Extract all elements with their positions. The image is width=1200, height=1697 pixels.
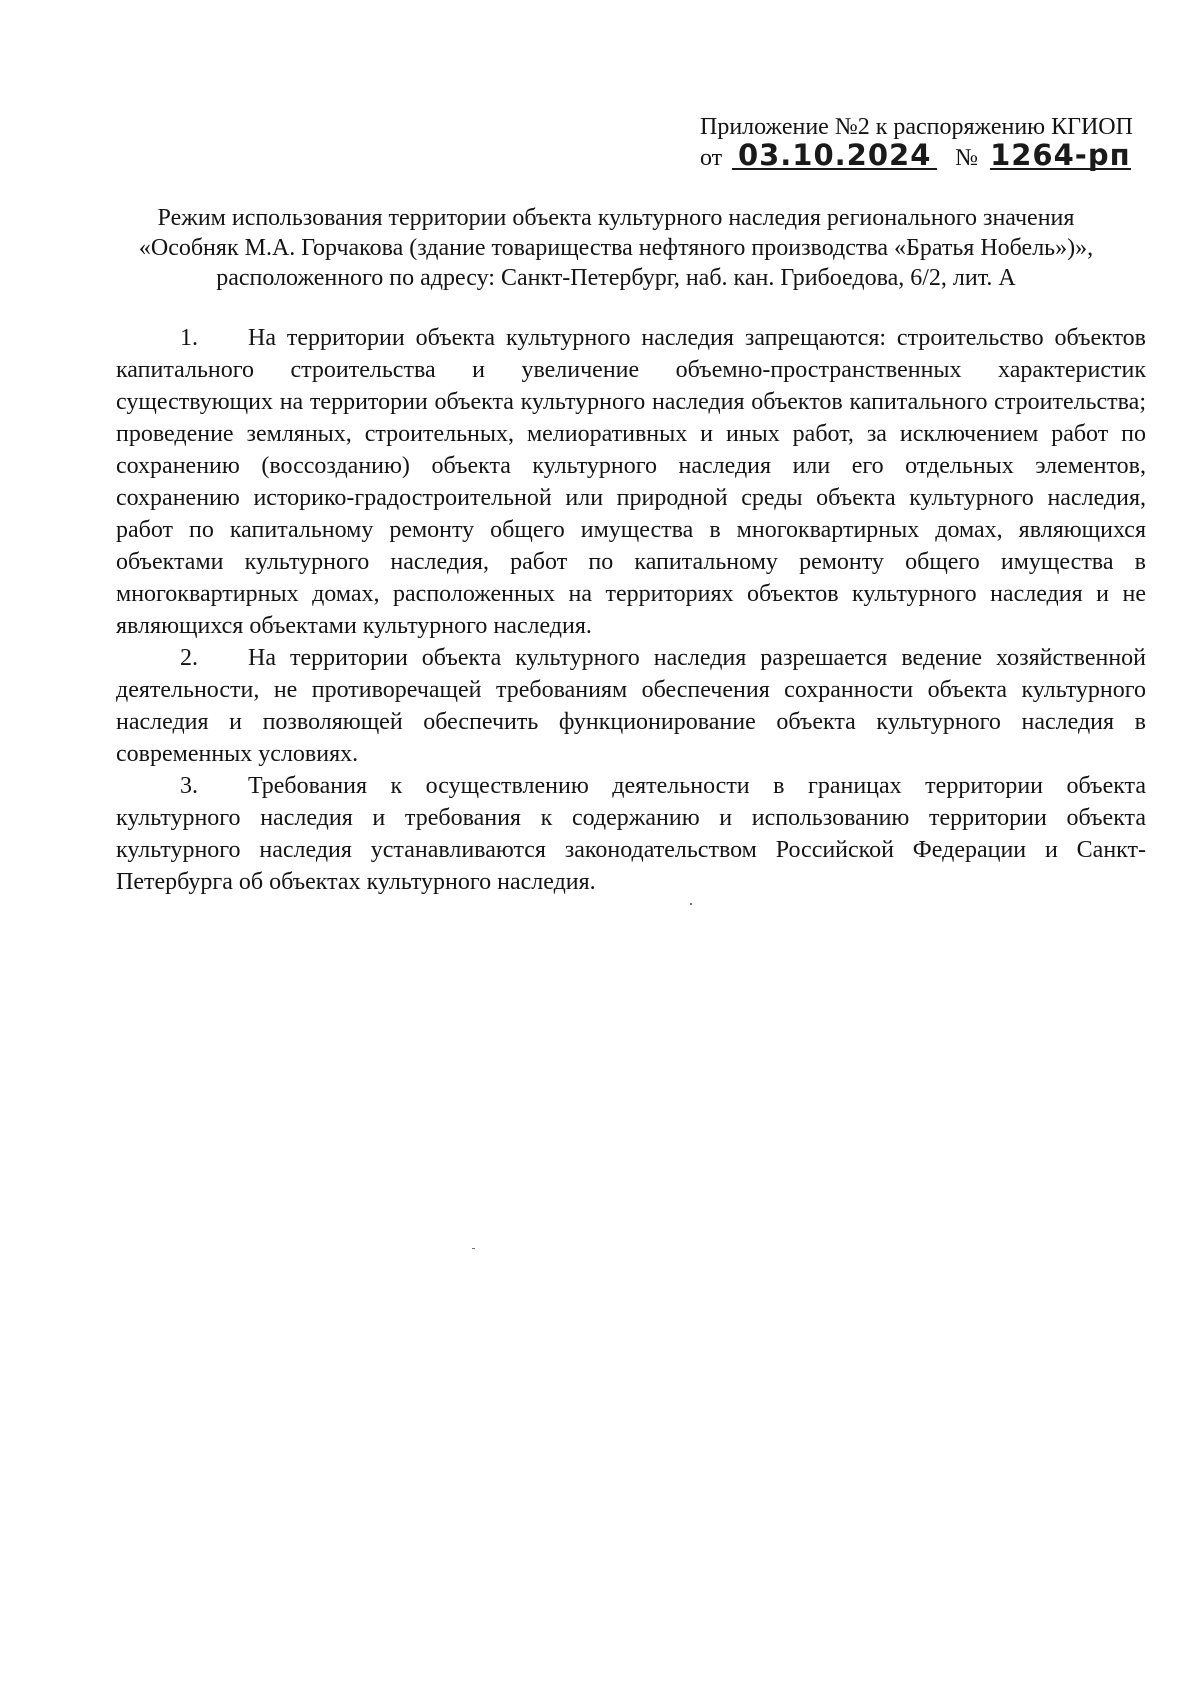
handwritten-date: 03.10.2024 (732, 142, 937, 170)
number-prefix: № (955, 145, 979, 171)
document-body (116, 322, 1146, 898)
document-title (116, 203, 1116, 293)
clause-2 (116, 642, 1146, 770)
title-line-2: «Особняк М.А. Горчакова (здание товарищества нефтяного производства «Братья Нобель»)», (138, 235, 1094, 261)
appendix-header (700, 112, 1150, 173)
order-reference (700, 138, 1150, 173)
title-line-3: расположенного по адресу: Санкт-Петербург, наб. кан. Грибоедова, 6/2, лит. А (216, 265, 1016, 291)
clause-1 (116, 322, 1146, 642)
scan-speck (690, 903, 692, 905)
title-line-1: Режим использования территории объекта культурного наследия регионального значения (157, 205, 1075, 231)
handwritten-number: 1264-рп (990, 138, 1131, 172)
clause-text: На территории объекта культурного наследия разрешается ведение хозяйственной деятельности, не противоречащей требованиям обеспечения сохранности объекта культурного наследия и позволяющей обеспечить функционирование объекта культурного наследия в современных условиях. (116, 645, 1146, 767)
scan-speck (472, 1248, 475, 1249)
clause-number: 3. (180, 773, 198, 799)
clause-text: На территории объекта культурного наследия запрещаются: строительство объектов капитального строительства и увеличение объемно-пространственных характеристик существующих на территории объекта культурного наследия объектов капитального строительства; проведение земляных, строительных, мелиоративных и иных работ, за исключением работ по сохранению (воссозданию) объекта культурного наследия или его отдельных элементов, сохранению историко-градостроительной или природной среды объекта культурного наследия, работ по капитальному ремонту общего имущества в многоквартирных домах, являющихся объектами культурного наследия, работ по капитальному ремонту общего имущества в многоквартирных домах, расположенных на территориях объектов культурного наследия и не являющихся объектами культурного наследия. (116, 325, 1146, 639)
clause-number: 2. (180, 645, 198, 671)
date-prefix: от (700, 145, 723, 171)
clause-text: Требования к осуществлению деятельности в границах территории объекта культурного наследия и требования к содержанию и использованию территории объекта культурного наследия устанавливаются законодательством Российской Федерации и Санкт-Петербурга об объектах культурного наследия. (116, 773, 1146, 895)
appendix-label: Приложение №2 к распоряжению КГИОП (700, 114, 1133, 140)
clause-3 (116, 770, 1146, 898)
clause-number: 1. (180, 325, 198, 351)
